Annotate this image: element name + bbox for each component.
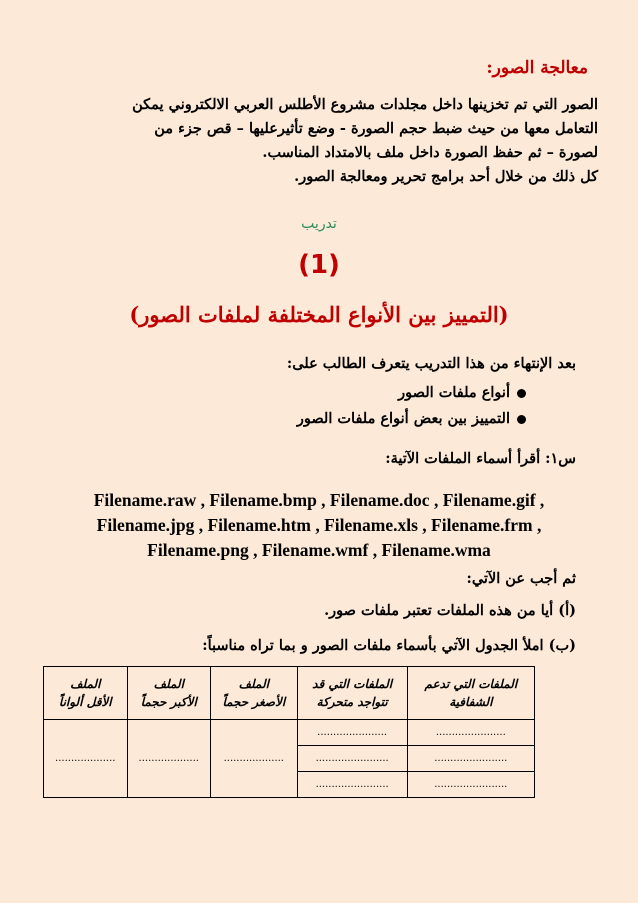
file-line: Filename.png , Filename.wmf , Filename.wma (147, 540, 491, 560)
header-largest: الملف الأكبر حجماً (127, 667, 210, 720)
answer-cell[interactable]: ...................... (407, 720, 534, 746)
objectives-list (297, 380, 526, 432)
header-fewest-colors: الملف الأقل ألواناً (44, 667, 128, 720)
file-line: Filename.raw , Filename.bmp , Filename.doc , Filename.gif , (93, 490, 545, 510)
paragraph-line: كل ذلك من خلال أحد برامج تحرير ومعالجة الصور. (294, 168, 598, 185)
paragraph-line: لصورة – ثم حفظ الصورة داخل ملف بالامتداد المناسب. (262, 144, 598, 161)
objective-text: أنواع ملفات الصور (398, 384, 510, 401)
header-smallest: الملف الأصغر حجماً (210, 667, 297, 720)
answer-cell[interactable]: ....................... (297, 746, 407, 772)
question-1: س١: أقرأ أسماء الملفات الآتية: (385, 450, 576, 467)
answer-instruction: ثم أجب عن الآتي: (466, 570, 576, 587)
exercise-number: (1) (298, 250, 340, 280)
objective-item (297, 406, 526, 432)
exercise-title: (التمييز بين الأنواع المختلفة لملفات الصور) (129, 302, 509, 327)
answer-cell[interactable]: ....................... (407, 772, 534, 798)
objective-item (297, 380, 526, 406)
paragraph-line: الصور التي تم تخزينها داخل مجلدات مشروع الأطلس العربي الالكتروني يمكن (132, 96, 598, 113)
header-animated: الملفات التي قد تتواجد متحركة (297, 667, 407, 720)
training-label: تدريب (301, 216, 337, 232)
file-names (20, 488, 618, 563)
bullet-icon (517, 389, 526, 398)
answer-cell[interactable]: ................... (44, 720, 128, 798)
table-row (44, 720, 535, 746)
answer-cell[interactable]: ................... (127, 720, 210, 798)
table-header-row (44, 667, 535, 720)
part-a: (أ) أيا من هذه الملفات تعتبر ملفات صور. (324, 602, 576, 619)
answer-cell[interactable]: ...................... (297, 720, 407, 746)
answer-table (43, 666, 535, 798)
paragraph-line: التعامل معها من حيث ضبط حجم الصورة - وضع تأثيرعليها – قص جزء من (154, 120, 598, 137)
file-line: Filename.jpg , Filename.htm , Filename.xls , Filename.frm , (96, 515, 542, 535)
objectives-intro: بعد الإنتهاء من هذا التدريب يتعرف الطالب على: (286, 355, 576, 372)
answer-cell[interactable]: ................... (210, 720, 297, 798)
answer-cell[interactable]: ....................... (297, 772, 407, 798)
bullet-icon (517, 415, 526, 424)
intro-paragraph (30, 93, 598, 189)
part-b: (ب) املأ الجدول الآتي بأسماء ملفات الصور و بما تراه مناسباً: (202, 637, 576, 654)
answer-cell[interactable]: ....................... (407, 746, 534, 772)
objective-text: التمييز بين بعض أنواع ملفات الصور (296, 410, 510, 427)
header-transparency: الملفات التي تدعم الشفافية (407, 667, 534, 720)
section-heading: معالجة الصور: (486, 58, 588, 78)
